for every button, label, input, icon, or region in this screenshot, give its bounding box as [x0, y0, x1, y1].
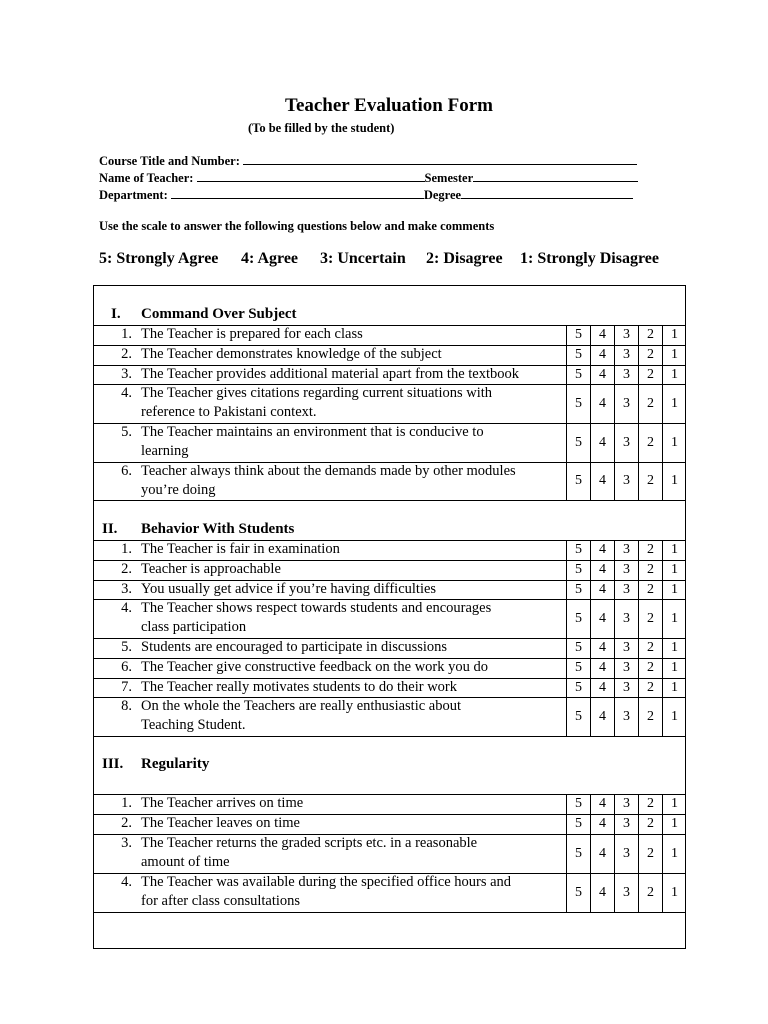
section-header: [102, 521, 502, 541]
item-text: The Teacher provides additional material apart from the textbook: [141, 366, 519, 382]
item-text: Students are encouraged to participate in discussions: [141, 639, 448, 655]
rating-option-5[interactable]: 5: [566, 540, 590, 560]
rating-cells: [566, 658, 686, 678]
rating-cells: [566, 560, 686, 580]
rating-cells: [566, 599, 686, 638]
rating-option-4[interactable]: 4: [590, 814, 614, 834]
rating-option-2[interactable]: 2: [638, 658, 662, 678]
rating-option-2[interactable]: 2: [638, 365, 662, 384]
rating-option-5[interactable]: 5: [566, 697, 590, 736]
table-row: [93, 540, 686, 560]
rating-option-1[interactable]: 1: [662, 794, 686, 814]
rating-option-1[interactable]: 1: [662, 423, 686, 462]
scale-uncertain: 3: Uncertain: [320, 250, 406, 267]
rating-option-4[interactable]: 4: [590, 365, 614, 384]
table-row: [93, 794, 686, 814]
item-number: 6.: [121, 659, 132, 675]
rating-option-5[interactable]: 5: [566, 423, 590, 462]
item-text: amount of time: [141, 854, 230, 870]
rating-option-1[interactable]: 1: [662, 873, 686, 912]
rating-option-3[interactable]: 3: [614, 384, 638, 423]
rating-option-2[interactable]: 2: [638, 384, 662, 423]
course-label: Course Title and Number:: [99, 154, 240, 168]
rating-cells: [566, 697, 686, 736]
item-text: The Teacher returns the graded scripts etc. in a reasonable: [141, 835, 478, 851]
item-text: The Teacher give constructive feedback on the work you do: [141, 659, 488, 675]
rating-option-4[interactable]: 4: [590, 580, 614, 599]
rating-option-2[interactable]: 2: [638, 638, 662, 658]
rating-option-1[interactable]: 1: [662, 365, 686, 384]
item-text: The Teacher is fair in examination: [141, 541, 340, 557]
rating-option-2[interactable]: 2: [638, 580, 662, 599]
item-number: 1.: [121, 795, 132, 811]
item-text: The Teacher shows respect towards students and encourages: [141, 600, 492, 616]
rating-option-4[interactable]: 4: [590, 658, 614, 678]
section-title: Behavior With Students: [141, 521, 295, 537]
item-text: You usually get advice if you’re having difficulties: [141, 581, 437, 597]
rating-option-2[interactable]: 2: [638, 834, 662, 873]
section-title: Regularity: [141, 756, 210, 772]
rating-option-1[interactable]: 1: [662, 678, 686, 697]
table-row: [93, 678, 686, 697]
rating-option-1[interactable]: 1: [662, 560, 686, 580]
table-row: [93, 462, 686, 500]
item-text: class participation: [141, 619, 247, 635]
table-row: [93, 345, 686, 365]
department-field: [99, 186, 633, 203]
teacher-input-line[interactable]: [197, 169, 425, 182]
rating-option-2[interactable]: 2: [638, 345, 662, 365]
teacher-label: Name of Teacher:: [99, 171, 194, 185]
section-title: Command Over Subject: [141, 306, 297, 322]
item-text: The Teacher really motivates students to do their work: [141, 679, 458, 695]
course-field: [99, 152, 637, 169]
rating-option-4[interactable]: 4: [590, 560, 614, 580]
rating-option-1[interactable]: 1: [662, 384, 686, 423]
item-number: 7.: [121, 679, 132, 695]
course-input-line[interactable]: [243, 152, 637, 165]
table-row: [93, 814, 686, 834]
table-row: [93, 638, 686, 658]
rating-option-5[interactable]: 5: [566, 658, 590, 678]
rating-option-2[interactable]: 2: [638, 560, 662, 580]
rating-option-3[interactable]: 3: [614, 345, 638, 365]
table-row: [93, 599, 686, 638]
table-row: [93, 697, 686, 736]
rating-option-3[interactable]: 3: [614, 325, 638, 345]
table-row: [93, 384, 686, 423]
rating-option-5[interactable]: 5: [566, 814, 590, 834]
scale-strongly-disagree: 1: Strongly Disagree: [520, 250, 659, 267]
rating-option-5[interactable]: 5: [566, 580, 590, 599]
item-text: Teaching Student.: [141, 717, 246, 733]
rating-option-1[interactable]: 1: [662, 462, 686, 500]
rating-option-4[interactable]: 4: [590, 697, 614, 736]
rating-option-3[interactable]: 3: [614, 423, 638, 462]
degree-input-line[interactable]: [461, 186, 633, 199]
rating-option-3[interactable]: 3: [614, 580, 638, 599]
rating-option-5[interactable]: 5: [566, 794, 590, 814]
section-header: [102, 306, 502, 326]
rating-option-4[interactable]: 4: [590, 345, 614, 365]
scale-disagree: 2: Disagree: [426, 250, 503, 267]
rating-cells: [566, 580, 686, 599]
rating-option-3[interactable]: 3: [614, 365, 638, 384]
rating-option-5[interactable]: 5: [566, 638, 590, 658]
rating-option-5[interactable]: 5: [566, 834, 590, 873]
item-number: 1.: [121, 541, 132, 557]
rating-option-4[interactable]: 4: [590, 678, 614, 697]
rating-option-4[interactable]: 4: [590, 462, 614, 500]
item-text: Teacher is approachable: [141, 561, 281, 577]
rating-option-4[interactable]: 4: [590, 540, 614, 560]
table-row: [93, 873, 686, 912]
rating-option-2[interactable]: 2: [638, 462, 662, 500]
item-text: The Teacher was available during the specified office hours and: [141, 874, 512, 890]
section-header: [102, 756, 502, 776]
item-text: The Teacher arrives on time: [141, 795, 304, 811]
item-number: 5.: [121, 424, 132, 440]
rating-option-3[interactable]: 3: [614, 697, 638, 736]
item-number: 8.: [121, 698, 132, 714]
rating-option-5[interactable]: 5: [566, 678, 590, 697]
rating-option-3[interactable]: 3: [614, 678, 638, 697]
degree-label: Degree: [423, 188, 462, 202]
table-row: [93, 325, 686, 345]
department-label: Department:: [99, 188, 168, 202]
table-row: [93, 580, 686, 599]
row-divider: [93, 500, 686, 501]
item-text: learning: [141, 443, 189, 459]
rating-cells: [566, 834, 686, 873]
rating-option-4[interactable]: 4: [590, 423, 614, 462]
rating-option-1[interactable]: 1: [662, 599, 686, 638]
scale-agree: 4: Agree: [241, 250, 299, 267]
item-number: 2.: [121, 561, 132, 577]
rating-option-3[interactable]: 3: [614, 540, 638, 560]
rating-option-5[interactable]: 5: [566, 325, 590, 345]
teacher-field: [99, 169, 638, 186]
item-number: 3.: [121, 366, 132, 382]
department-input-line[interactable]: [171, 186, 424, 199]
form-title: Teacher Evaluation Form: [285, 95, 493, 116]
rating-option-2[interactable]: 2: [638, 325, 662, 345]
rating-option-2[interactable]: 2: [638, 540, 662, 560]
rating-cells: [566, 365, 686, 384]
item-number: 5.: [121, 639, 132, 655]
rating-option-1[interactable]: 1: [662, 658, 686, 678]
rating-option-2[interactable]: 2: [638, 599, 662, 638]
rating-cells: [566, 345, 686, 365]
rating-cells: [566, 540, 686, 560]
rating-option-3[interactable]: 3: [614, 794, 638, 814]
row-divider: [93, 736, 686, 737]
item-text: you’re doing: [141, 482, 216, 498]
rating-option-4[interactable]: 4: [590, 834, 614, 873]
rating-cells: [566, 873, 686, 912]
rating-option-1[interactable]: 1: [662, 540, 686, 560]
item-text: for after class consultations: [141, 893, 301, 909]
rating-option-4[interactable]: 4: [590, 873, 614, 912]
rating-option-2[interactable]: 2: [638, 873, 662, 912]
item-text: The Teacher is prepared for each class: [141, 326, 363, 342]
rating-option-3[interactable]: 3: [614, 560, 638, 580]
item-number: 4.: [121, 385, 132, 401]
scale-strongly-agree: 5: Strongly Agree: [99, 250, 219, 267]
rating-option-2[interactable]: 2: [638, 794, 662, 814]
item-text: Teacher always think about the demands made by other modules: [141, 463, 516, 479]
table-row: [93, 365, 686, 384]
item-text: The Teacher maintains an environment that is conducive to: [141, 424, 484, 440]
rating-option-5[interactable]: 5: [566, 365, 590, 384]
item-text: The Teacher gives citations regarding current situations with: [141, 385, 493, 401]
section-numeral: III.: [102, 756, 124, 772]
rating-option-2[interactable]: 2: [638, 678, 662, 697]
item-text: The Teacher demonstrates knowledge of the subject: [141, 346, 442, 362]
item-number: 3.: [121, 835, 132, 851]
rating-cells: [566, 384, 686, 423]
semester-input-line[interactable]: [473, 169, 638, 182]
rating-option-2[interactable]: 2: [638, 697, 662, 736]
item-text: The Teacher leaves on time: [141, 815, 300, 831]
form-subtitle: (To be filled by the student): [248, 121, 395, 135]
rating-option-5[interactable]: 5: [566, 345, 590, 365]
rating-option-4[interactable]: 4: [590, 599, 614, 638]
rating-option-4[interactable]: 4: [590, 384, 614, 423]
table-row: [93, 423, 686, 462]
table-row: [93, 834, 686, 873]
rating-cells: [566, 794, 686, 814]
rating-cells: [566, 814, 686, 834]
rating-cells: [566, 325, 686, 345]
rating-option-3[interactable]: 3: [614, 599, 638, 638]
rating-option-1[interactable]: 1: [662, 580, 686, 599]
item-number: 3.: [121, 581, 132, 597]
table-row: [93, 658, 686, 678]
rating-option-3[interactable]: 3: [614, 658, 638, 678]
rating-option-3[interactable]: 3: [614, 873, 638, 912]
rating-option-3[interactable]: 3: [614, 462, 638, 500]
rating-option-3[interactable]: 3: [614, 638, 638, 658]
rating-option-5[interactable]: 5: [566, 462, 590, 500]
rating-option-1[interactable]: 1: [662, 697, 686, 736]
table-row: [93, 560, 686, 580]
rating-option-3[interactable]: 3: [614, 814, 638, 834]
rating-option-1[interactable]: 1: [662, 325, 686, 345]
rating-cells: [566, 462, 686, 500]
item-number: 4.: [121, 600, 132, 616]
rating-option-1[interactable]: 1: [662, 345, 686, 365]
rating-option-2[interactable]: 2: [638, 814, 662, 834]
rating-option-5[interactable]: 5: [566, 599, 590, 638]
rating-option-4[interactable]: 4: [590, 325, 614, 345]
rating-cells: [566, 423, 686, 462]
item-number: 4.: [121, 874, 132, 890]
row-divider: [93, 912, 686, 913]
rating-option-1[interactable]: 1: [662, 638, 686, 658]
rating-cells: [566, 638, 686, 658]
item-number: 1.: [121, 326, 132, 342]
semester-label: Semester: [424, 171, 474, 185]
rating-option-5[interactable]: 5: [566, 873, 590, 912]
rating-option-1[interactable]: 1: [662, 814, 686, 834]
rating-option-1[interactable]: 1: [662, 834, 686, 873]
item-number: 6.: [121, 463, 132, 479]
section-numeral: I.: [111, 306, 121, 322]
rating-option-5[interactable]: 5: [566, 560, 590, 580]
item-number: 2.: [121, 346, 132, 362]
rating-option-5[interactable]: 5: [566, 384, 590, 423]
instruction-text: Use the scale to answer the following questions below and make comments: [99, 219, 495, 233]
rating-option-4[interactable]: 4: [590, 638, 614, 658]
item-text: reference to Pakistani context.: [141, 404, 317, 420]
rating-cells: [566, 678, 686, 697]
section-numeral: II.: [102, 521, 118, 537]
rating-option-3[interactable]: 3: [614, 834, 638, 873]
item-text: On the whole the Teachers are really enthusiastic about: [141, 698, 462, 714]
rating-option-2[interactable]: 2: [638, 423, 662, 462]
item-number: 2.: [121, 815, 132, 831]
rating-option-4[interactable]: 4: [590, 794, 614, 814]
